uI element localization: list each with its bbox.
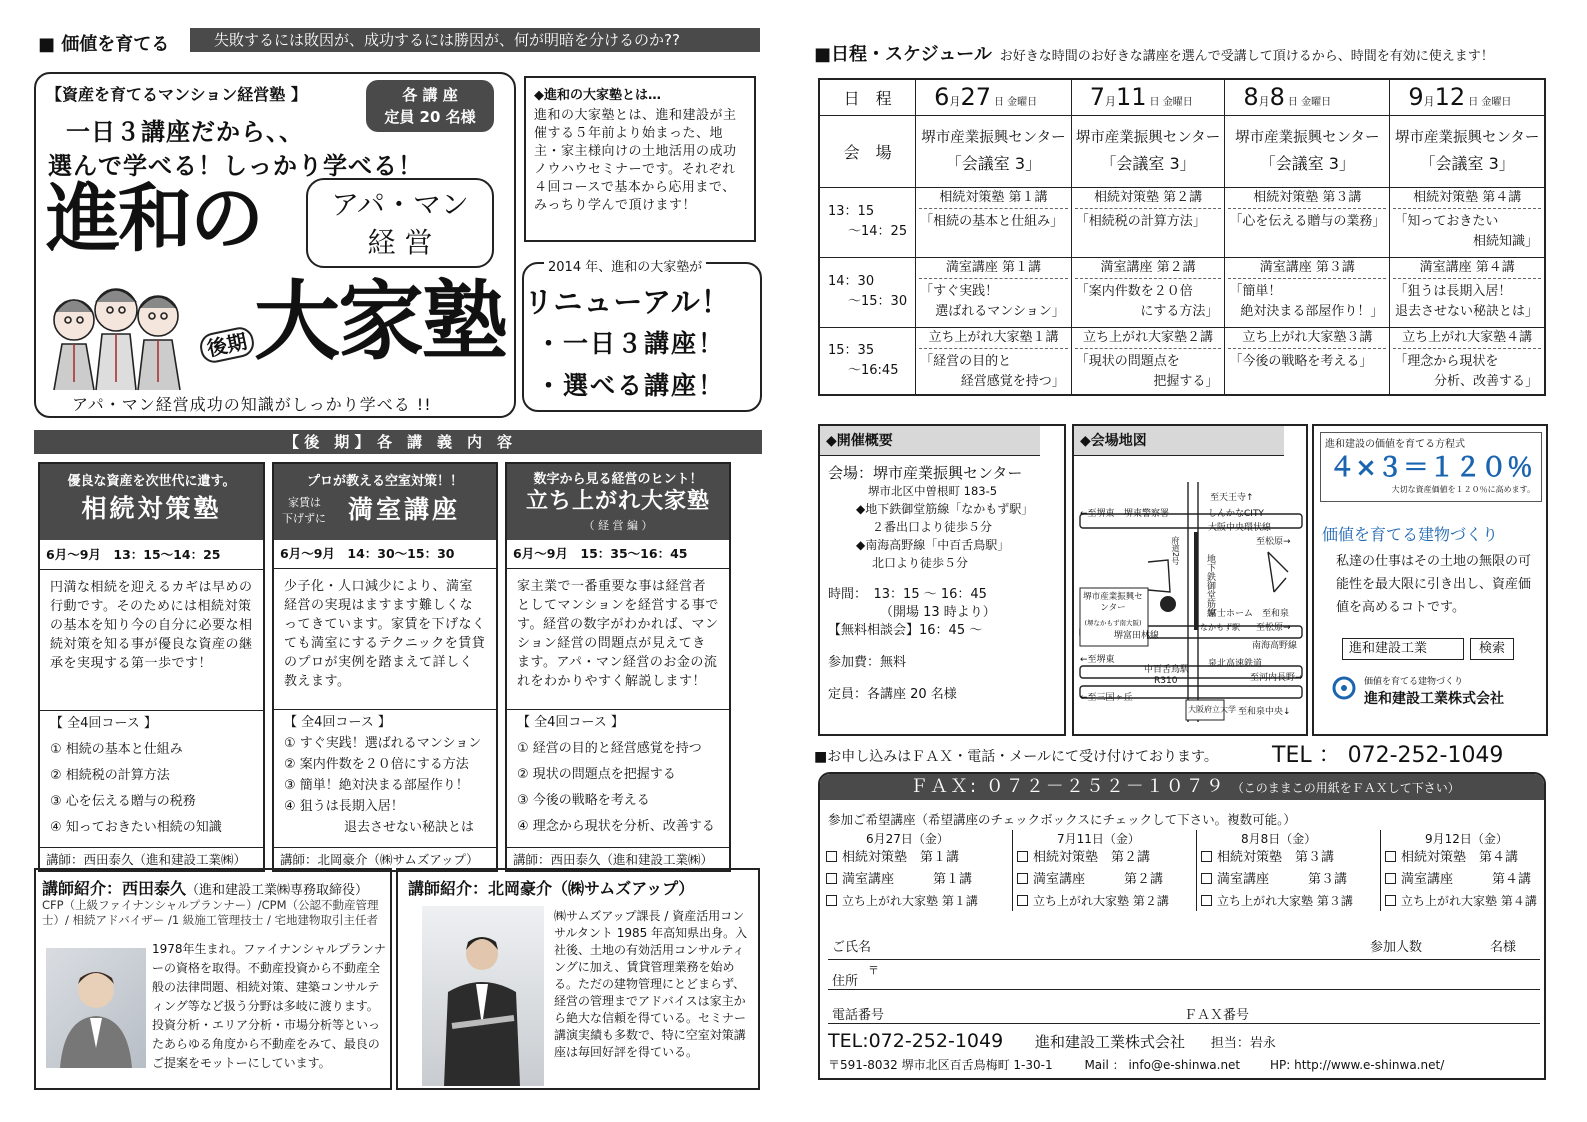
kouki-badge: 後期 xyxy=(197,325,256,366)
footer-line2 xyxy=(828,1056,1444,1073)
date-dow: 日 金曜日 xyxy=(1287,97,1332,109)
lecture-kicker: プロが教える空室対策！！ xyxy=(306,474,463,489)
teacher2-photo-figure xyxy=(422,906,544,1086)
course-item: ② 現状の問題点を把握する xyxy=(517,767,676,782)
map-label: しんかなCITY xyxy=(1208,509,1264,519)
capacity-badge-line1: 各 講 座 xyxy=(402,86,458,104)
map-label: 至河内長野→ xyxy=(1250,673,1303,683)
map-label: 府道2号 xyxy=(1171,536,1180,566)
checkbox[interactable] xyxy=(1017,851,1028,862)
footer-tel: TEL:072-252-1049 xyxy=(828,1030,1004,1052)
checkbox[interactable] xyxy=(826,873,837,884)
check-option[interactable] xyxy=(826,869,1006,891)
count-label: 参加人数 xyxy=(1370,940,1423,955)
lecture-topic: 「経営の目的と xyxy=(920,353,1012,369)
fax-number: ＦＡＸ: ０７２－２５２－１０７９ xyxy=(910,776,1226,797)
checkbox[interactable] xyxy=(1017,895,1028,906)
schedule-table xyxy=(818,78,1546,396)
lecture-name: 相続対策塾 第４講 xyxy=(1393,188,1541,209)
map-label: 地下鉄御堂筋線 xyxy=(1205,554,1215,617)
lecture-title: 相続対策塾 xyxy=(81,494,222,523)
lecture-title: 立ち上がれ大家塾 xyxy=(525,489,710,514)
check-option[interactable] xyxy=(826,847,1006,869)
footer-company: 進和建設工業株式会社 xyxy=(1035,1033,1186,1051)
map-label: 大阪中央環状線 xyxy=(1208,523,1272,533)
lecture-name: 立ち上がれ大家塾１講 xyxy=(919,328,1068,349)
course-item: ③ 簡単！絶対決まる部屋作り！ xyxy=(284,778,469,793)
map-label: ←至堺東 xyxy=(1080,655,1115,665)
course-item-extra: 退去させない秘訣とは xyxy=(344,820,475,835)
date-day: 12 xyxy=(1434,83,1466,112)
renewal-line3: ・選べる講座！ xyxy=(536,371,726,400)
schedule-lecture xyxy=(1225,257,1390,327)
name-field[interactable] xyxy=(828,934,1540,960)
map-label: R310 xyxy=(1154,676,1178,686)
schedule-time xyxy=(819,187,916,257)
brand-shinwa-no: 進和の xyxy=(46,176,262,262)
lecture-column xyxy=(505,462,731,872)
date-day: 8 xyxy=(1269,83,1285,112)
fax-label: ＦＡＸ番号 xyxy=(1184,1008,1250,1023)
overview-address: 堺市北区中曽根町 183-5 xyxy=(868,484,998,498)
date-day: 11 xyxy=(1116,83,1147,112)
overview-fee: 参加費：無料 xyxy=(828,655,907,670)
time-start: 13：15 xyxy=(828,204,875,219)
check-option[interactable] xyxy=(1017,869,1192,891)
fax-form xyxy=(818,772,1546,1080)
formula-note: 大切な資産価値を１２０％に高めます。 xyxy=(1391,485,1535,494)
formula: ４×３＝１２０％ xyxy=(1329,453,1533,483)
name-label: ご氏名 xyxy=(832,940,872,955)
schedule-date xyxy=(916,79,1072,115)
apaman-line2: 経 営 xyxy=(367,226,433,259)
company-logo-icon xyxy=(1332,676,1356,700)
venue-room: 「会議室 3」 xyxy=(945,154,1042,173)
time-end: ～15：30 xyxy=(848,294,908,309)
schedule-lecture xyxy=(916,187,1072,257)
company-small: 価値を育てる建物づくり xyxy=(1364,677,1464,687)
overview-box xyxy=(818,424,1066,736)
renewal-top: 2014 年、進和の大家塾が xyxy=(544,256,706,275)
lecture-sub-small: 下げずに xyxy=(282,512,326,525)
lecture-courses xyxy=(40,711,263,841)
schedule-venue-label: 会 場 xyxy=(819,115,916,187)
check-label: 相続対策塾 第１講 xyxy=(842,850,960,865)
lecture-head xyxy=(40,464,263,540)
course-item: ① 経営の目的と経営感覚を持つ xyxy=(517,741,702,756)
check-date: 7月11日（金） xyxy=(1057,832,1140,846)
teacher1-bio: 1978年生まれ。ファイナンシャルプランナーの資格を取得。不動産投資から不動産全般の法律問題、相続対策、建築コンサルティング等など扱う分野は多岐に渡ります。投資分析・エリア分析・市場分析等といったあらゆる角度から不動産をみて、最良のご提案をモットーにしています。 xyxy=(152,942,386,1070)
postal-mark: 〒 xyxy=(868,964,879,977)
about-box xyxy=(524,76,756,242)
lecture-teacher: 講師：北岡豪介（㈱サムズアップ） xyxy=(274,847,496,870)
schedule-date xyxy=(1071,79,1225,115)
date-month: 9 xyxy=(1408,83,1424,112)
title-line2: 選んで学べる！しっかり学べる！ xyxy=(48,152,423,180)
formula-title: 進和建設の価値を育てる方程式 xyxy=(1325,439,1465,450)
check-col xyxy=(1380,830,1542,911)
map-label: 至和泉中央↓ xyxy=(1238,707,1291,717)
course-item: ① すぐ実践！選ばれるマンション xyxy=(284,736,482,751)
lecture-name: 満室講座 第２講 xyxy=(1075,258,1222,279)
lecture-name: 立ち上がれ大家塾４講 xyxy=(1393,328,1541,349)
apply-tel: TEL ： 072-252-1049 xyxy=(1272,743,1504,768)
overview-access2: ◆南海高野線「中百舌鳥駅」 xyxy=(856,538,1010,552)
lecture-time: 6月～9月 14：30～15：30 xyxy=(274,540,496,569)
time-start: 14：30 xyxy=(828,274,875,289)
teacher2-bio: ㈱サムズアップ課長 / 資産活用コンサルタント 1985 年高知県出身。入社後、土地の有効活用コンサルティングに加え、賃貸管理業務を始める。ただの建物管理にとどまらず、経営の管理までアドバイスは家主から絶大な信頼を得ている。セミナー講演実績も多数で、特に空室対策講座は毎回好評を得ている。 xyxy=(554,909,748,1059)
lecture-topic: 「心を伝える贈与の業務」 xyxy=(1229,213,1386,229)
schedule-lecture xyxy=(916,257,1072,327)
schedule-lecture xyxy=(1071,327,1225,395)
lectures-bar: 【 後 期 】 各 講 義 内 容 xyxy=(34,430,762,454)
checkbox[interactable] xyxy=(1385,873,1396,884)
map-label: 中百舌鳥駅 xyxy=(1144,665,1190,675)
lecture-teacher: 講師：西田泰久（進和建設工業㈱） xyxy=(40,847,263,870)
lecture-topic-2: 退去させない秘訣とは」 xyxy=(1394,303,1538,319)
checkbox[interactable] xyxy=(826,895,837,906)
lecture-kicker: 数字から見る経営のヒント！ xyxy=(533,472,703,487)
lecture-head xyxy=(274,464,496,540)
course-title: 【 全4回コース 】 xyxy=(50,716,157,731)
map-label: 富士ホーム xyxy=(1208,609,1254,619)
schedule-venue xyxy=(916,115,1072,187)
footer-hp[interactable]: HP: http://www.e-shinwa.net/ xyxy=(1269,1058,1445,1072)
title-line1: 一日３講座だから、、 xyxy=(66,118,304,146)
map-label: 至松原→ xyxy=(1256,537,1291,547)
lecture-topic-2: にする方法」 xyxy=(1140,303,1219,319)
lecture-name: 立ち上がれ大家塾２講 xyxy=(1075,328,1222,349)
check-grid xyxy=(826,830,1542,916)
footer-line1 xyxy=(828,1030,1276,1052)
map-label: 堺富田林線 xyxy=(1114,631,1160,641)
overview-venue: 会場：堺市産業振興センター xyxy=(828,464,1023,482)
map-label: なかもず駅 xyxy=(1200,623,1240,632)
overview-access1b: ２番出口より徒歩５分 xyxy=(872,520,993,534)
time-start: 15：35 xyxy=(828,342,875,358)
check-label: 立ち上がれ大家塾 第４講 xyxy=(1401,894,1537,908)
renewal-line2: ・一日３講座！ xyxy=(536,329,726,358)
check-option[interactable] xyxy=(1385,869,1542,891)
time-end: ～16:45 xyxy=(848,362,899,378)
lecture-time: 6月～9月 15：35～16：45 xyxy=(507,540,729,569)
slogan-bar: 失敗するには敗因が、成功するには勝因が、何が明暗を分けるのか?? xyxy=(190,28,760,52)
checkbox[interactable] xyxy=(1201,851,1212,862)
schedule-time xyxy=(819,257,916,327)
check-option[interactable] xyxy=(1017,847,1192,869)
checkbox[interactable] xyxy=(1201,873,1212,884)
capacity-badge xyxy=(366,80,494,132)
schedule-venue xyxy=(1225,115,1390,187)
overview-time-b: （開場 13 時より） xyxy=(880,605,996,620)
value-heading: 価値を育てる建物づくり xyxy=(1322,525,1499,544)
address-label: 住所 xyxy=(832,974,859,989)
date-month: 8 xyxy=(1243,83,1259,112)
address-field[interactable] xyxy=(828,962,1540,990)
course-title: 【 全4回コース 】 xyxy=(284,715,391,730)
lecture-name: 満室講座 第４講 xyxy=(1393,258,1541,279)
schedule-lecture xyxy=(1225,187,1390,257)
overview-capacity: 定員：各講座 20 名様 xyxy=(828,687,957,702)
lecture-name: 相続対策塾 第２講 xyxy=(1075,188,1222,209)
lecture-topic: 「知っておきたい xyxy=(1394,213,1499,229)
overview-access1: ◆地下鉄御堂筋線「なかもず駅」 xyxy=(856,502,1034,516)
date-dow: 日 金曜日 xyxy=(1468,97,1512,109)
schedule-section: ■日程・スケジュール xyxy=(814,44,992,65)
check-label: 立ち上がれ大家塾 第１講 xyxy=(842,894,978,908)
date-dow: 日 金曜日 xyxy=(994,97,1038,109)
date-m: 月 xyxy=(1258,95,1270,109)
schedule-lecture xyxy=(1071,187,1225,257)
map-label: 堺東警察署 xyxy=(1124,509,1170,519)
check-option[interactable] xyxy=(1201,869,1376,891)
teacher1-photo xyxy=(46,948,146,1068)
check-option[interactable] xyxy=(1017,891,1192,911)
teacher2-photo xyxy=(422,906,544,1086)
check-label: 相続対策塾 第３講 xyxy=(1217,850,1335,865)
course-title: 【 全4回コース 】 xyxy=(517,715,624,730)
apaman-box xyxy=(306,178,494,268)
title-bracket: 【資産を育てるマンション経営塾 】 xyxy=(46,85,307,104)
search-input[interactable]: 進和建設工業 xyxy=(1342,638,1464,660)
check-date: 9月12日（金） xyxy=(1425,832,1508,846)
overview-time: 時間： 13：15 ～ 16：45 xyxy=(828,587,987,602)
lecture-kicker: 優良な資産を次世代に遺す。 xyxy=(67,474,236,489)
map-label: 堺市産業振興センター xyxy=(1083,592,1143,613)
schedule-venue xyxy=(1071,115,1225,187)
map-label: 至和泉 xyxy=(1262,609,1290,619)
lecture-body: 円満な相続を迎えるカギは早めの行動です。そのためには相続対策の基本を知り今の自分に必要な相続対策を知る事が優良な資産の継承を実現する第一歩です！ xyxy=(50,580,253,671)
lecture-topic-2: 絶対決まる部屋作り！」 xyxy=(1240,303,1384,319)
lecture-sub: （ 経 営 編 ） xyxy=(583,519,653,532)
schedule-lecture xyxy=(1071,257,1225,327)
mascot-illustration xyxy=(46,272,196,392)
course-item: ② 案内件数を２０倍にする方法 xyxy=(284,757,469,772)
renewal-box xyxy=(522,262,762,412)
lecture-title: 満室講座 xyxy=(348,495,461,524)
about-body: 進和の大家塾とは、進和建設が主催する５年前より始まった、地主・家主様向けの土地活用の成功ノウハウセミナーです。それぞれ４回コースで基本から応用まで、みっちり学んで頂けます！ xyxy=(534,108,737,213)
lecture-column xyxy=(38,462,265,872)
map-label: 至天王寺↑ xyxy=(1210,493,1254,503)
check-col xyxy=(1012,830,1192,911)
teacher2-box xyxy=(396,868,760,1090)
check-date: 6月27日（金） xyxy=(866,832,949,846)
check-label: 満室講座 第３講 xyxy=(1217,872,1348,887)
schedule-lecture xyxy=(1390,187,1545,257)
checkbox[interactable] xyxy=(1201,895,1212,906)
lecture-topic: 「案内件数を２０倍 xyxy=(1075,283,1193,299)
check-date: 8月8日（金） xyxy=(1241,832,1317,846)
course-item: ② 相続税の計算方法 xyxy=(50,768,170,783)
lecture-name: 立ち上がれ大家塾３講 xyxy=(1228,328,1386,349)
time-end: ～14：25 xyxy=(848,224,908,239)
checkbox[interactable] xyxy=(1385,895,1396,906)
about-title: ◆進和の大家塾とは… xyxy=(534,88,661,103)
date-month: 6 xyxy=(934,83,950,112)
lecture-topic-2: 把握する」 xyxy=(1153,373,1219,389)
section-label: ■ 価値を育てる xyxy=(38,34,170,55)
lecture-topic: 「現状の問題点を xyxy=(1075,353,1180,369)
check-option[interactable] xyxy=(1385,891,1542,911)
course-item: ④ 理念から現状を分析、改善する xyxy=(517,819,715,834)
footer-mail[interactable]: Mail ： info@e-shinwa.net xyxy=(1084,1058,1241,1072)
lecture-topic: 「今後の戦略を考える」 xyxy=(1229,353,1373,369)
lecture-topic-2: 相続知識」 xyxy=(1472,233,1538,249)
schedule-note: お好きな時間のお好きな講座を選んで受講して頂けるから、時間を有効に使えます！ xyxy=(999,49,1494,64)
overview-consult: 【無料相談会】16：45 ～ xyxy=(828,623,983,638)
teacher1-photo-figure xyxy=(46,948,146,1068)
footer-contact: 担当：岩永 xyxy=(1210,1036,1276,1051)
date-day: 27 xyxy=(960,83,991,112)
check-label: 満室講座 第２講 xyxy=(1033,872,1164,887)
checkbox[interactable] xyxy=(1385,851,1396,862)
lecture-topic-2: 選ばれるマンション」 xyxy=(935,303,1065,319)
map-label: ←至三国ヶ丘 xyxy=(1080,693,1133,703)
map-title: ◆会場地図 xyxy=(1074,426,1284,456)
venue-name: 堺市産業振興センター xyxy=(921,130,1066,146)
map-label: 南海高野線 xyxy=(1252,641,1298,651)
schedule-lecture xyxy=(1390,257,1545,327)
lecture-topic: 「簡単！ xyxy=(1229,283,1282,299)
teacher1-box xyxy=(34,868,392,1090)
date-m: 月 xyxy=(949,95,961,109)
map-label: 泉北高速鉄道 xyxy=(1208,659,1263,669)
lecture-courses xyxy=(274,710,496,838)
brand-oyajuku: 大家塾 xyxy=(254,272,506,372)
lecture-topic: 「相続税の計算方法」 xyxy=(1075,213,1206,229)
search-button[interactable]: 検索 xyxy=(1470,638,1514,660)
apaman-line1: アパ・マン xyxy=(331,188,469,221)
phone-field[interactable] xyxy=(828,998,1540,1024)
check-label: 相続対策塾 第４講 xyxy=(1401,850,1519,865)
formula-box xyxy=(1320,432,1542,502)
lecture-topic: 「理念から現状を xyxy=(1394,353,1499,369)
overview-title: ◆開催概要 xyxy=(820,426,1040,456)
lecture-body: 家主業で一番重要な事は経営者としてマンションを経営する事です。経営の数字がわかれば、マンション経営の問題点が見えてきます。アパ・マン経営のお金の流れをわかりやすく解説します！ xyxy=(517,579,719,689)
teacher1-heading xyxy=(42,876,368,899)
company-name: 進和建設工業株式会社 xyxy=(1364,691,1504,707)
date-month: 7 xyxy=(1089,83,1105,112)
capacity-badge-line2: 定員 20 名様 xyxy=(384,108,476,126)
venue-name: 堺市産業振興センター xyxy=(1394,130,1540,146)
check-label: 満室講座 第１講 xyxy=(842,872,973,887)
lecture-topic: 「すぐ実践！ xyxy=(920,283,999,299)
schedule-lecture xyxy=(1225,327,1390,395)
overview-access2b: 北口より徒歩５分 xyxy=(872,556,969,570)
course-item: ④ 狙うは長期入居！ xyxy=(284,799,404,814)
venue-room: 「会議室 3」 xyxy=(1259,154,1355,173)
lecture-column xyxy=(272,462,498,872)
lecture-topic-2: 経営感覚を持つ」 xyxy=(960,373,1065,389)
map-label: 大阪府立大学 xyxy=(1188,705,1236,714)
date-m: 月 xyxy=(1423,95,1435,109)
schedule-venue xyxy=(1390,115,1545,187)
checkbox[interactable] xyxy=(826,851,837,862)
course-item: ④ 知っておきたい相続の知識 xyxy=(50,820,222,835)
fax-note: （このままこの用紙をＦＡＸして下さい） xyxy=(1231,781,1460,795)
venue-name: 堺市産業振興センター xyxy=(1235,130,1380,146)
check-option[interactable] xyxy=(1201,847,1376,869)
check-label: 相続対策塾 第２講 xyxy=(1033,850,1151,865)
venue-name: 堺市産業振興センター xyxy=(1075,130,1221,146)
schedule-date-label: 日 程 xyxy=(819,79,916,115)
check-label: 満室講座 第４講 xyxy=(1401,872,1532,887)
course-item: ③ 今後の戦略を考える xyxy=(517,793,650,808)
checkbox[interactable] xyxy=(1017,873,1028,884)
map-label: (堺なかもず南大阪) xyxy=(1084,619,1142,627)
check-title: 参加ご希望講座（希望講座のチェックボックスにチェックして下さい。複数可能。） xyxy=(828,812,1296,827)
phone-label: 電話番号 xyxy=(832,1008,885,1023)
venue-room: 「会議室 3」 xyxy=(1419,154,1515,173)
check-label: 立ち上がれ大家塾 第２講 xyxy=(1033,894,1169,908)
count-unit: 名様 xyxy=(1490,940,1517,955)
lecture-head xyxy=(507,464,729,540)
schedule-time xyxy=(819,327,916,395)
venue-room: 「会議室 3」 xyxy=(1100,154,1196,173)
value-body: 私達の仕事はその土地の無限の可能性を最大限に引き出し、資産価値を高めるコトです。 xyxy=(1336,554,1532,615)
value-box xyxy=(1312,424,1548,736)
apply-intro: ■お申し込みはＦＡＸ・電話・メールにて受け付けております。 xyxy=(814,749,1218,765)
schedule-date xyxy=(1225,79,1390,115)
schedule-lecture xyxy=(1390,327,1545,395)
lecture-body: 少子化・人口減少により、満室経営の実現はますます難しくなってきています。家賃を下げなくても満室にするテクニックを賃貸のプロが実例を踏まえて詳しく教えます。 xyxy=(284,579,486,689)
check-col xyxy=(826,830,1006,911)
lecture-topic: 「相続の基本と仕組み」 xyxy=(920,213,1064,229)
lecture-time: 6月～9月 13：15～14：25 xyxy=(40,540,263,570)
course-item: ③ 心を伝える贈与の税務 xyxy=(50,794,196,809)
check-col xyxy=(1196,830,1376,911)
lecture-name: 満室講座 第１講 xyxy=(919,258,1068,279)
lecture-name: 相続対策塾 第１講 xyxy=(919,188,1068,209)
map-label: 至松原→ xyxy=(1256,623,1291,633)
title-box xyxy=(34,72,516,418)
teacher2-title: 講師紹介：北岡豪介（㈱サムズアップ） xyxy=(408,879,695,898)
check-option[interactable] xyxy=(826,891,1006,911)
lecture-name: 満室講座 第３講 xyxy=(1228,258,1386,279)
lecture-topic-2: 分析、改善する」 xyxy=(1433,373,1538,389)
teacher1-title: 講師紹介：西田泰久 xyxy=(42,879,187,898)
schedule-date xyxy=(1390,79,1545,115)
title-footer: アパ・マン経営成功の知識がしっかり学べる !! xyxy=(72,395,432,414)
footer-address: 〒591-8032 堺市北区百舌鳥梅町 1-30-1 xyxy=(828,1058,1053,1072)
lecture-teacher: 講師：西田泰久（進和建設工業㈱） xyxy=(507,847,729,870)
schedule-header xyxy=(814,40,1494,66)
lecture-name: 相続対策塾 第３講 xyxy=(1228,188,1386,209)
fax-bar xyxy=(820,774,1544,800)
teacher1-quals: CFP（上級ファイナンシャルプランナー）/CPM（公認不動産管理士）/ 相続アドバイザー /1 級施工管理技士 / 宅地建物取引主任者 xyxy=(42,898,379,927)
renewal-line1: リニューアル！ xyxy=(524,285,731,319)
check-label: 立ち上がれ大家塾 第３講 xyxy=(1217,894,1353,908)
map-label: ←至堺東 xyxy=(1080,509,1115,519)
teacher1-affil: （進和建設工業㈱専務取締役） xyxy=(186,883,369,898)
map-box xyxy=(1072,424,1308,736)
check-option[interactable] xyxy=(1201,891,1376,911)
lecture-sub: 家賃は xyxy=(288,496,321,509)
lecture-courses xyxy=(507,710,729,840)
schedule-lecture xyxy=(916,327,1072,395)
date-m: 月 xyxy=(1105,95,1116,109)
check-option[interactable] xyxy=(1385,847,1542,869)
lecture-topic: 「狙うは長期入居！ xyxy=(1394,283,1512,299)
date-dow: 日 金曜日 xyxy=(1149,97,1193,109)
course-item: ① 相続の基本と仕組み xyxy=(50,742,183,757)
